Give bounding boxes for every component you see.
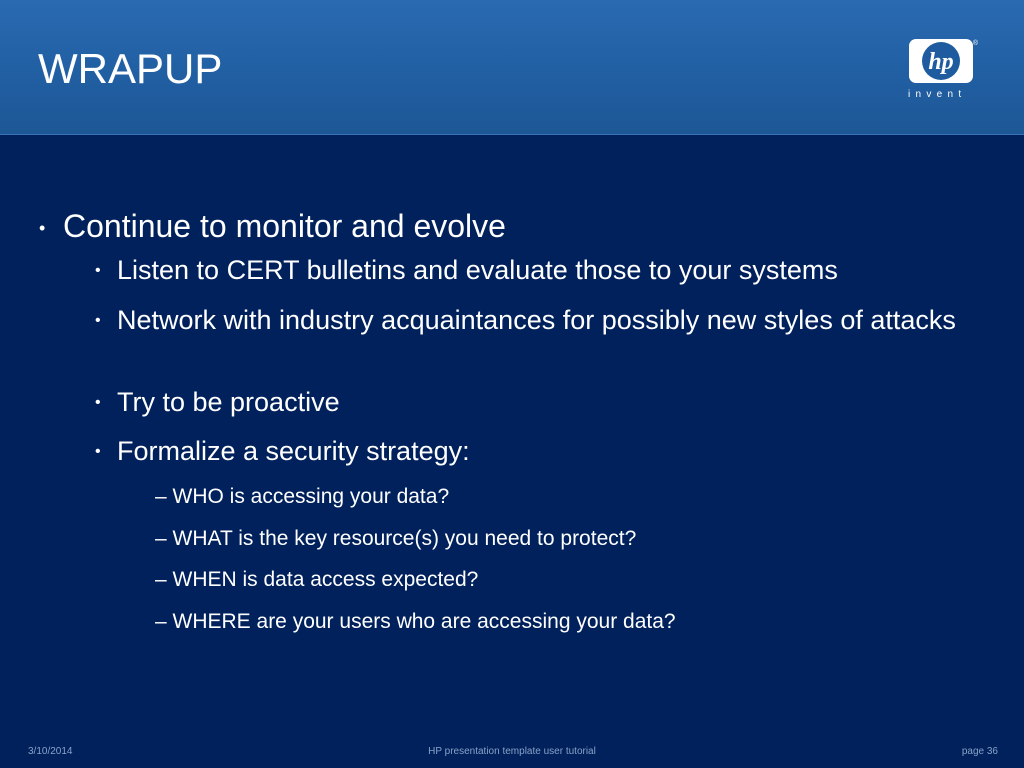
registered-mark: ® — [972, 40, 978, 47]
sub-bullet-text: Listen to CERT bulletins and evaluate those to your systems — [117, 255, 838, 285]
sub-sub-bullet: – WHERE are your users who are accessing your data? — [155, 610, 676, 633]
bullet-main — [39, 206, 506, 246]
hp-logo-icon — [908, 38, 980, 84]
bullet-marker: • — [95, 262, 101, 279]
sub-bullet — [95, 254, 997, 287]
footer-page-number: page 36 — [961, 746, 998, 757]
hp-logo — [906, 38, 984, 102]
footer-date: 3/10/2014 — [28, 746, 73, 757]
bullet-main-text: Continue to monitor and evolve — [63, 208, 506, 244]
bullet-marker: • — [39, 218, 46, 238]
sub-sub-bullet: – WHEN is data access expected? — [155, 568, 479, 591]
slide-header — [0, 0, 1024, 135]
bullet-marker: • — [95, 312, 101, 329]
bullet-marker: • — [95, 443, 101, 460]
sub-sub-bullet: – WHO is accessing your data? — [155, 485, 450, 508]
hp-logo-mark: hp — [928, 49, 954, 75]
sub-bullet — [95, 304, 997, 337]
footer-title: HP presentation template user tutorial — [428, 746, 596, 757]
sub-bullet-text: Network with industry acquaintances for possibly new styles of attacks — [117, 305, 956, 335]
sub-bullet-text: Try to be proactive — [117, 387, 340, 417]
sub-sub-bullet: – WHAT is the key resource(s) you need to protect? — [155, 527, 637, 550]
sub-bullet-text: Formalize a security strategy: — [117, 436, 470, 466]
sub-bullet — [95, 435, 997, 468]
bullet-marker: • — [95, 394, 101, 411]
sub-bullet — [95, 386, 997, 419]
slide-title: WRAPUP — [38, 45, 223, 92]
hp-logo-tagline: invent — [908, 89, 967, 100]
